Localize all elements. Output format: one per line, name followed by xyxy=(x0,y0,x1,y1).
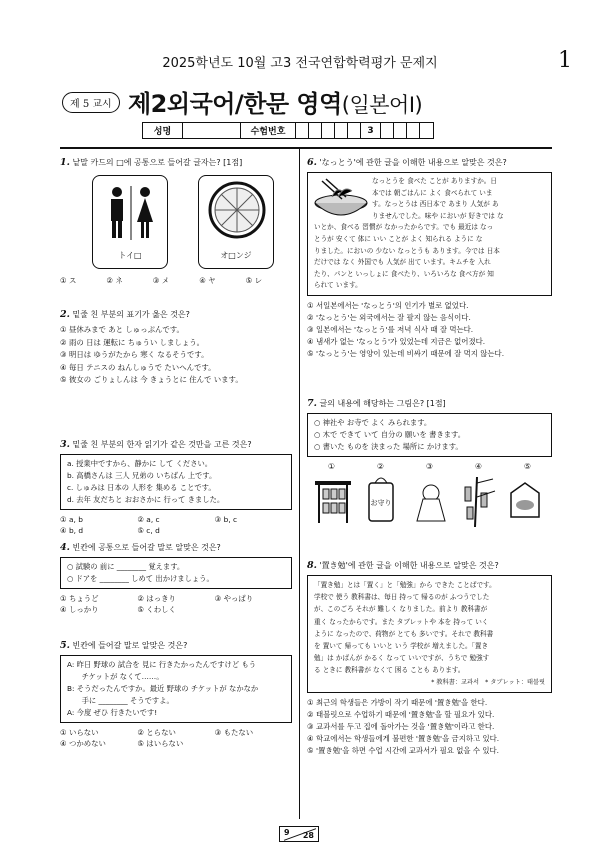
question-1: 1. 낱말 카드의 □에 공통으로 들어갈 글자는? [1점] トイ□ オ□ンジ ① ス ② ネ ③ メ ④ ヤ ⑤ レ xyxy=(60,157,292,286)
shrine-items-illustration xyxy=(307,473,552,531)
exam-no-label: 수험번호 xyxy=(241,123,296,138)
orange-slice-icon xyxy=(199,176,275,246)
natto-bowl-icon xyxy=(312,177,370,221)
option: ③ 明日は ゆうがたから 寒く なるそうです。 xyxy=(60,350,209,359)
card1-label: トイ□ xyxy=(118,251,142,260)
header-rule xyxy=(60,147,552,149)
id-row xyxy=(142,122,434,139)
exam-title: 2025학년도 10월 고3 전국연합학력평가 문제지 xyxy=(162,56,438,71)
teru-teru-icon xyxy=(417,485,445,521)
option: ④ ヤ xyxy=(199,276,216,285)
option: ① 昼休みまで あと しゅっぷんです。 xyxy=(60,325,184,334)
exam-digit: 3 xyxy=(361,123,381,138)
option: ② ネ xyxy=(106,276,123,285)
orange-card xyxy=(198,175,274,269)
question-8: 8. '置き勉'에 관한 글을 이해한 내용으로 알맞은 것은? 「置き勉」とは「置く」と「勉強」から できた ことばです。 学校で 使う 教科書は、毎日 持って 帰るのが ふつうでした が、このごろ それが 難しく なりました。前より 教科書が 重く なったからです。また タブレットや 本を 持って いく ように なったので、荷物が とても 多いです。それで 教科書 を 置いて 帰っても いいと いう 学校が 増えました。「置き 勉」は かばんが かるく なって いいですが、うちで 勉強す る ときに 教科書が なくて 困る ことも あります。 * 教科書：교과서 * タブレット：태블릿 ① 최근의 학생들은 가방이 작기 때문에 '置き勉'을 한다. ② 태블릿으로 수업하기 때문에 '置き勉'을 할 필요가 있다. ③ 교과서를 두고 집에 돌아가는 것을 '置き勉'이라고 한다. ④ 학교에서는 학생들에게 불편한 '置き勉'을 금지하고 있다. ⑤ '置き勉'을 하면 수업 시간에 교과서가 필요 없을 수 있다. xyxy=(307,560,552,757)
option: ① ス xyxy=(60,276,77,285)
column-divider xyxy=(299,149,300,819)
total-pages: 28 xyxy=(302,831,314,840)
restroom-icon xyxy=(93,176,169,246)
option: ④ 毎日 テニスの ねんしゅうで たいへんです。 xyxy=(60,362,216,372)
question-6: 6. 'なっとう'에 관한 글을 이해한 내용으로 알맞은 것은? なっとうを 食べた ことが ありますか。日 本では 朝ごはんに よく 食べられて いま す。なっとうは 西日本で あまり 人気が あ りませんでした。味や においが 好きでは な いとか、食べる 習慣が なかったからです。でも 最近は なっ とうが 安くて 体に いい ことが よく 知られる ように な りました。においの 少ない なっとうも あります。今では 日本 だけでは なく 外国でも 人気が 出て います。キムチを 入れ たり、パンと いっしょに 食べたり、いろいろな 食べ方が 知 られて います。 ① 서일본에서는 'なっとう'의 인기가 별로 없었다. ② 'なっとう'는 외국에서는 잘 팔지 않는 음식이다. ③ 일본에서는 'なっとう'를 저녁 식사 때 잘 먹는다. ④ 냄새가 없는 'なっとう'가 있었는데 지금은 없어졌다. ⑤ 'なっとう'는 영양이 있는데 비싸기 때문에 잘 먹지 않는다. xyxy=(307,157,552,360)
question-4: 4. 빈칸에 공통으로 들어갈 말로 알맞은 것은? ○ 試験の 前に ________ 覚えます。 ○ ドアを ________ しめて 出かけましょう。 ① ちょうど ② はっきり ③ やっぱり ④ しっかり ⑤ くわしく xyxy=(60,542,292,615)
name-label: 성명 xyxy=(143,123,183,138)
option: ③ メ xyxy=(152,276,170,285)
option: ② 雨の 日は 運転に ちゅうい しましょう。 xyxy=(60,337,205,347)
picture-numbers: ① ② ③ ④ ⑤ xyxy=(327,462,532,471)
svg-text:お守り: お守り xyxy=(370,499,392,507)
option: ⑤ レ xyxy=(245,276,262,285)
page-counter xyxy=(279,826,319,842)
question-2: 2. 밑줄 친 부분의 표기가 옳은 것은? ① 昼休みまで あと しゅっぷんです。 ② 雨の 日は 運転に ちゅうい しましょう。 ③ 明日は ゆうがたから 寒く なるそうです。 ④ 毎日 テニスの ねんしゅうで たいへんです。 ⑤ 彼女の ごりょしんは 今 きょうとに 住んで います。 xyxy=(60,309,292,387)
question-7: 7. 글의 내용에 해당하는 그림은? [1점] ○ 神社や お寺で よく みられます。 ○ 木で できて いて 自分の 願いを 書きます。 ○ 書いた ものを 決まった 場所に かけます。 ① ② ③ ④ ⑤ お守り xyxy=(307,398,552,535)
current-page: 9 xyxy=(284,828,290,837)
option: ⑤ 彼女の ごりょしんは 今 きょうとに 住んで います。 xyxy=(60,375,243,384)
question-5: 5. 빈칸에 들어갈 말로 알맞은 것은? A: 昨日 野球の 試合を 見に 行きたかったんですけど もう チケットが なくて……。 B: そうだったんですか。最近 野球の チケットが なかなか 手に ________ そうですよ。 A: 今度 ぜひ 行きたいです! ① いらない ② とらない ③ もたない ④ つかめない ⑤ はいらない xyxy=(60,640,292,749)
ema-rack-icon xyxy=(315,481,351,523)
name-field xyxy=(183,123,241,138)
subject-sub: (일본어Ⅰ) xyxy=(341,93,423,117)
subject-title xyxy=(128,84,422,119)
tanabata-icon xyxy=(465,477,495,527)
question-3: 3. 밑줄 친 부분의 한자 읽기가 같은 것만을 고른 것은? a. 授業中ですから、静かに して ください。 b. 高橋さんは 三人 兄弟の いちばん 上です。 c. しゅみは 日本の 人形を 集める ことです。 d. 去年 友だちと おおさかに 行って きました。 ① a, b ② a, c ③ b, c ④ b, d ⑤ c, d xyxy=(60,439,292,536)
omamori-icon xyxy=(369,478,393,521)
card2-label: オ□ンジ xyxy=(220,251,252,260)
session-badge: 제 5 교시 xyxy=(62,92,120,113)
subject-main: 제2외국어/한문 영역 xyxy=(128,90,342,118)
ema-plaque-icon xyxy=(511,483,539,517)
toilet-card xyxy=(92,175,168,269)
page-number: 1 xyxy=(558,48,572,73)
